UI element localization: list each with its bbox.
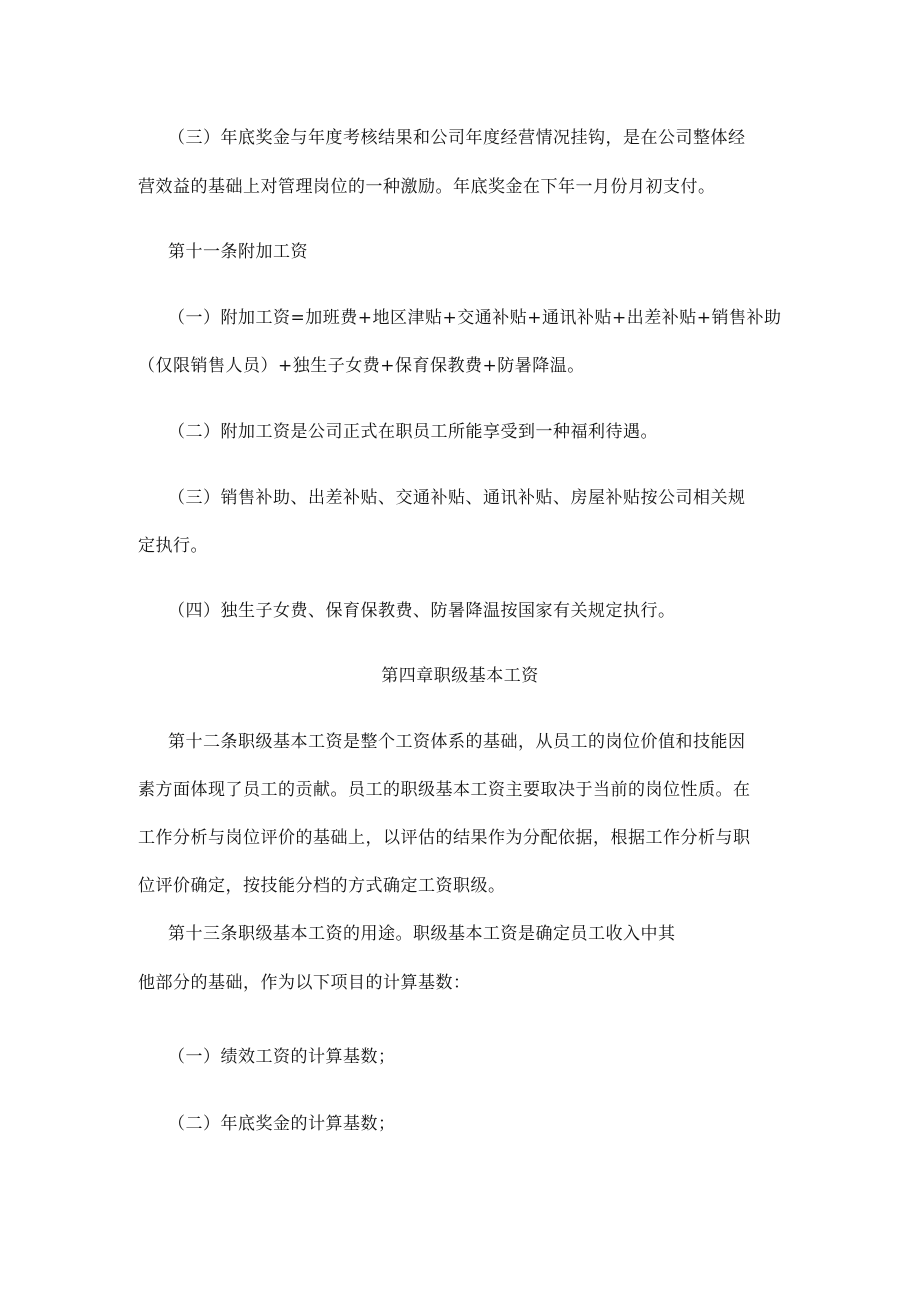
article-11-item-3-line-1: （三）销售补助、出差补贴、交通补贴、通讯补贴、房屋补贴按公司相关规 (168, 488, 746, 508)
article-11-item-1-line-1: （一）附加工资=加班费+地区津贴+交通补贴+通讯补贴+出差补贴+销售补助 (168, 308, 782, 328)
article-13-line-2: 他部分的基础，作为以下项目的计算基数： (138, 973, 471, 993)
article-11-title: 第十一条附加工资 (168, 242, 308, 262)
article-12-line-1: 第十二条职级基本工资是整个工资体系的基础，从员工的岗位价值和技能因 (168, 732, 746, 752)
article-11-item-2: （二）附加工资是公司正式在职员工所能享受到一种福利待遇。 (168, 422, 658, 442)
article-13-line-1: 第十三条职级基本工资的用途。职级基本工资是确定员工收入中其 (168, 924, 676, 944)
para-bonus-line-2: 营效益的基础上对管理岗位的一种激励。年底奖金在下年一月份月初支付。 (138, 177, 716, 197)
para-bonus-line-1: （三）年底奖金与年度考核结果和公司年度经营情况挂钩，是在公司整体经 (168, 128, 746, 148)
article-11-item-4: （四）独生子女费、保育保教费、防暑降温按国家有关规定执行。 (168, 601, 676, 621)
chapter-4-title: 第四章职级基本工资 (381, 666, 539, 686)
article-11-item-3-line-2: 定执行。 (138, 536, 208, 556)
article-13-item-1: （一）绩效工资的计算基数； (168, 1047, 396, 1067)
article-12-line-4: 位评价确定，按技能分档的方式确定工资职级。 (138, 876, 506, 896)
article-13-item-2: （二）年底奖金的计算基数； (168, 1114, 396, 1134)
article-12-line-3: 工作分析与岗位评价的基础上，以评估的结果作为分配依据，根据工作分析与职 (138, 828, 751, 848)
article-11-item-1-line-2: （仅限销售人员）+独生子女费+保育保教费+防暑降温。 (138, 356, 585, 376)
article-12-line-2: 素方面体现了员工的贡献。员工的职级基本工资主要取决于当前的岗位性质。在 (138, 780, 751, 800)
